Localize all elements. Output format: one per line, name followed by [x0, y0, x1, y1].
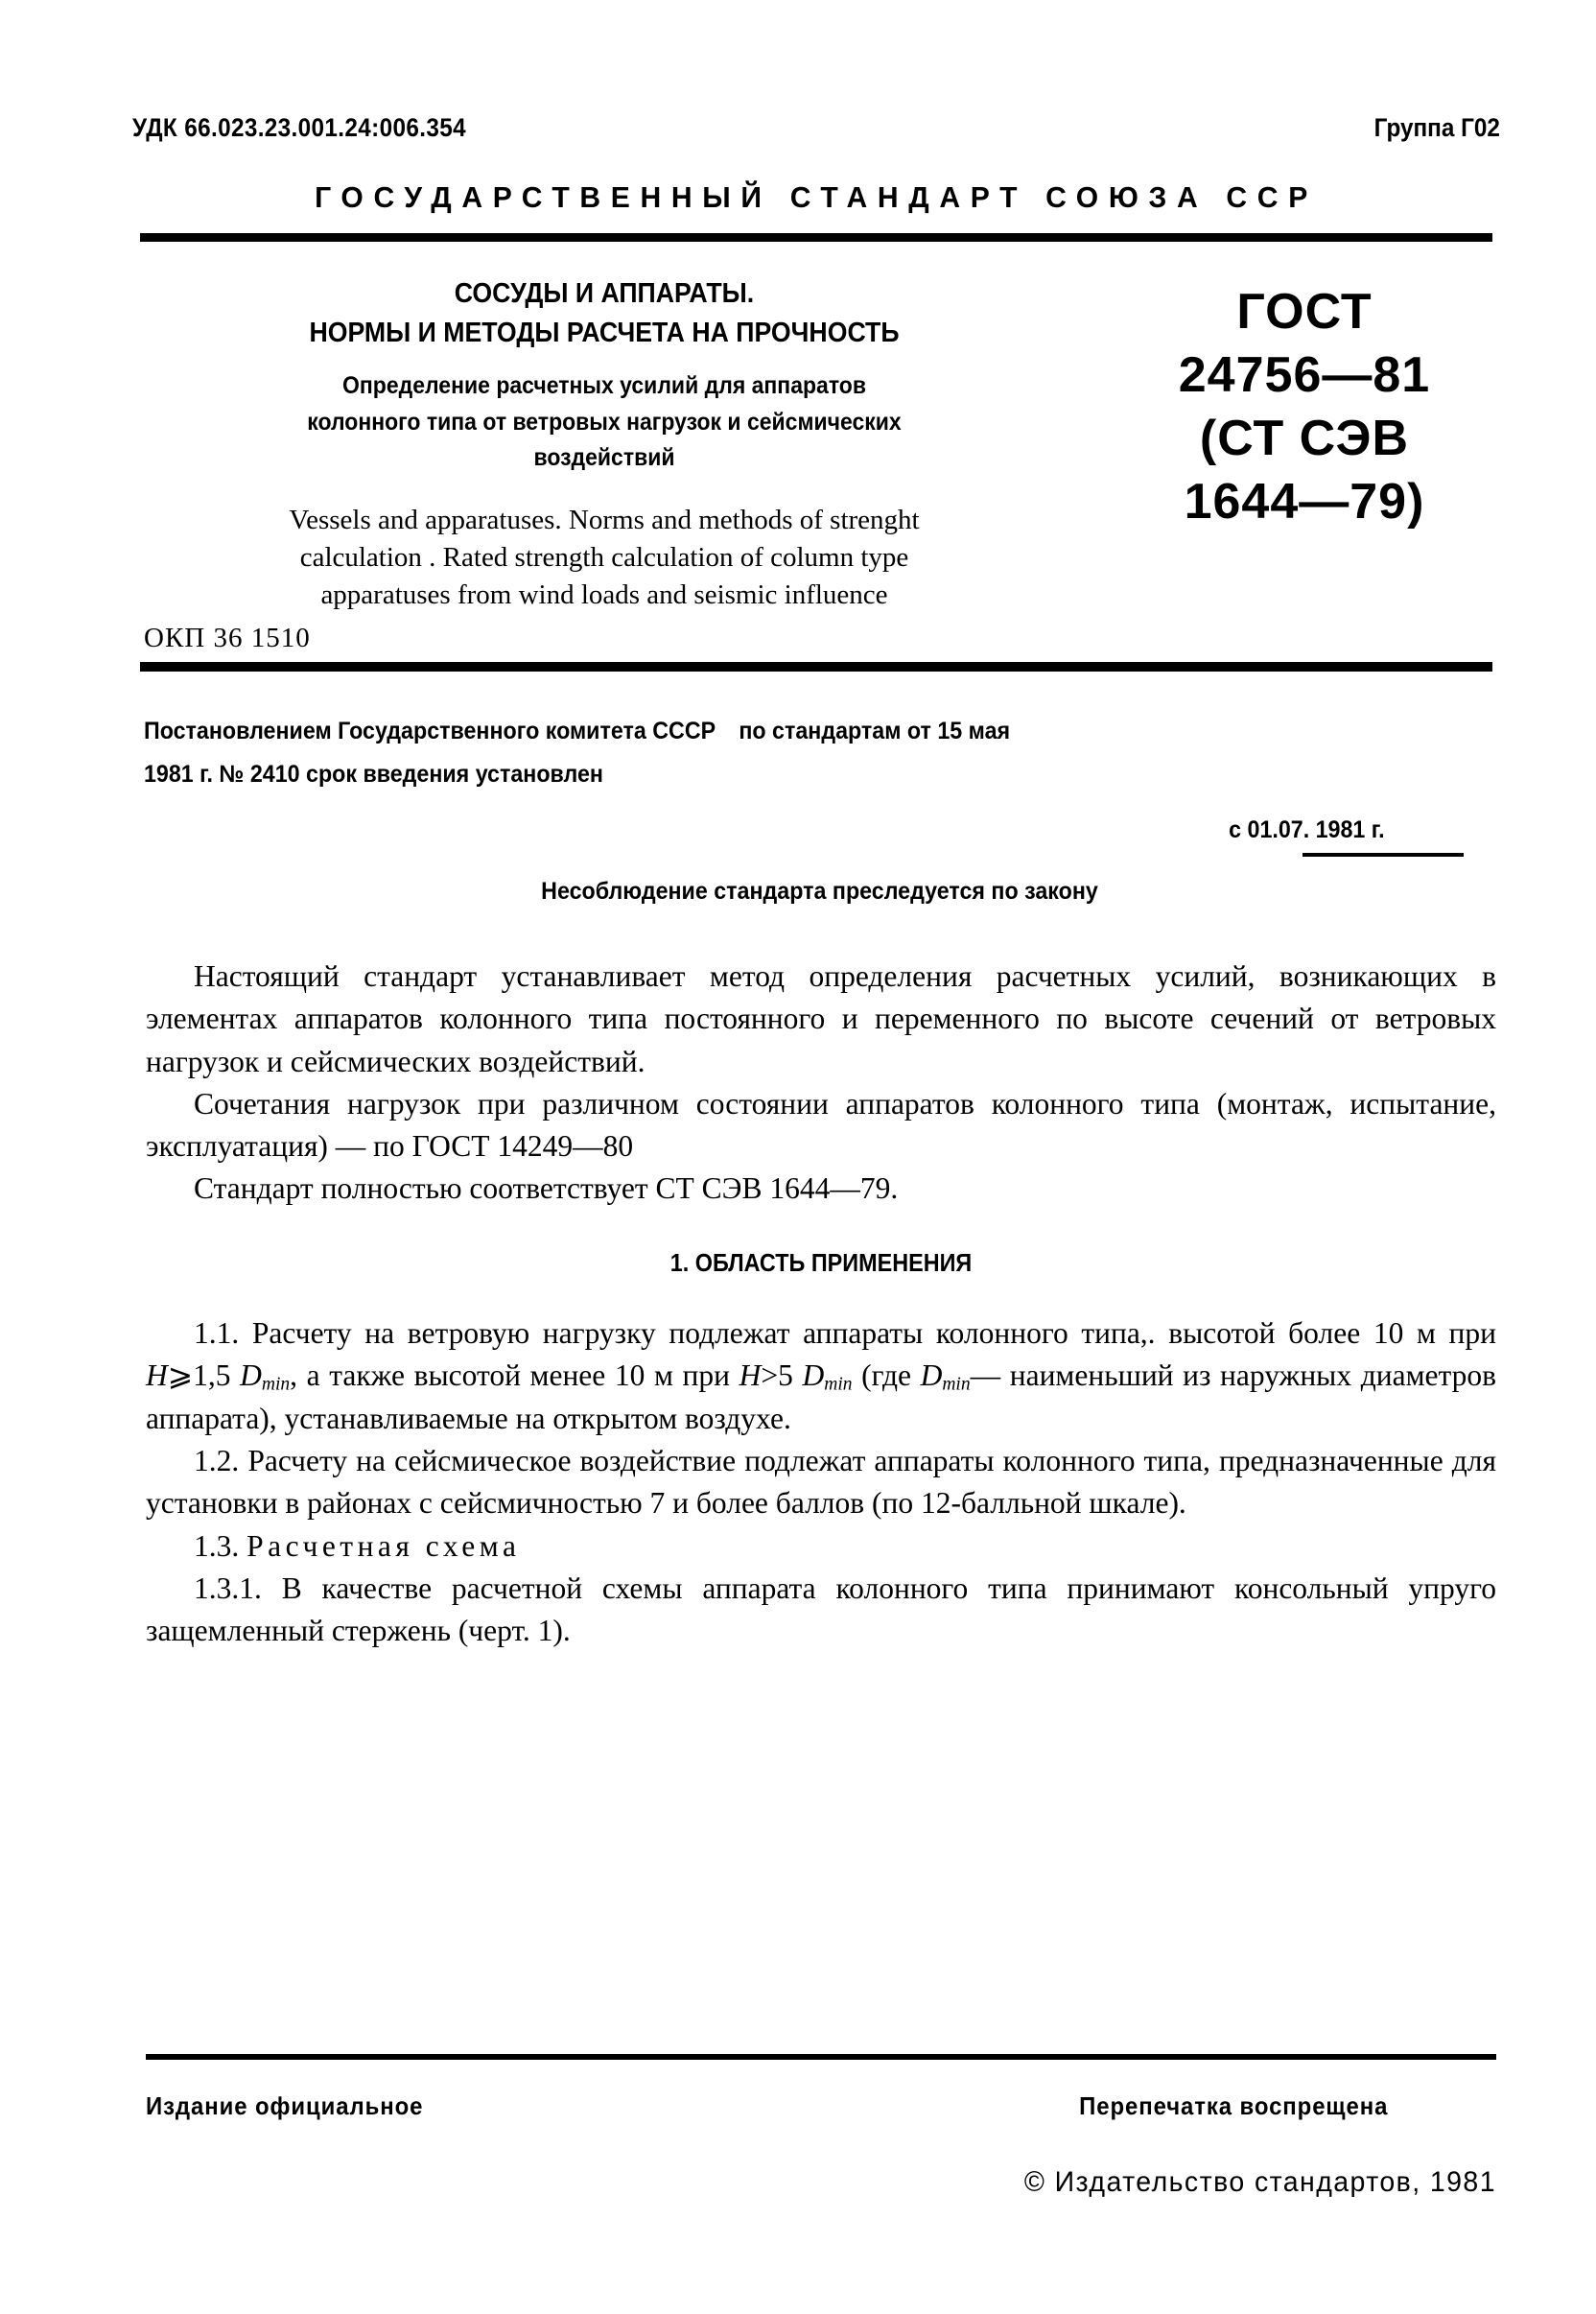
subscript-min-3: min	[942, 1374, 971, 1395]
st-sev-label: (СТ СЭВ	[1199, 411, 1410, 467]
paragraph-1-2: 1.2. Расчету на сейсмическое воздействие подлежат аппараты колонного типа, предназначенные для установки в районах с сейсмичностью 7 и более баллов (по 12-балльной шкале).	[146, 1444, 1496, 1521]
variable-D-2: D	[802, 1358, 825, 1393]
paragraph-intro-3: Стандарт полностью соответствует СТ СЭВ 1644—79.	[194, 1171, 899, 1206]
state-standard-banner: ГОСУДАРСТВЕННЫЙ СТАНДАРТ СОЮЗА ССР	[315, 180, 1318, 214]
decree-effective-date: с 01.07. 1981 г.	[1229, 816, 1385, 843]
variable-H-1: H	[146, 1358, 168, 1393]
udk-code: УДК 66.023.23.001.24:006.354	[132, 113, 466, 142]
english-line-2: calculation . Rated strength calculation of column type	[299, 541, 909, 573]
p11-text-d: 5	[778, 1358, 803, 1393]
okp-code: ОКП 36 1510	[144, 623, 311, 654]
paragraph-1-3	[146, 1525, 1496, 1568]
p11-text-b: 1,5	[193, 1358, 241, 1393]
header-rule	[140, 233, 1492, 242]
page-footer	[146, 2091, 1388, 2121]
title-english	[144, 502, 1065, 614]
p11-text-e: (где	[852, 1358, 921, 1393]
section-1-heading: 1. ОБЛАСТЬ ПРИМЕНЕНИЯ	[669, 1247, 973, 1277]
p11-text-a: 1.1. Расчету на ветровую нагрузку подлежат аппараты колонного типа,. высотой более 10 м при	[194, 1316, 1496, 1351]
official-edition-label: Издание официальное	[146, 2091, 424, 2120]
gost-number-year: 24756—81	[1178, 347, 1431, 404]
subtitle-line-3: воздействий	[533, 444, 675, 472]
operator-ge: ⩾	[167, 1358, 194, 1393]
reprint-prohibited-label: Перепечатка воспрещена	[1079, 2091, 1389, 2120]
footer-rule	[146, 2054, 1496, 2060]
operator-gt: >	[761, 1358, 779, 1393]
group-code: Группа Г02	[1373, 113, 1500, 142]
variable-D-3: D	[920, 1358, 943, 1393]
gost-number	[1113, 280, 1496, 533]
title-rule	[140, 662, 1492, 672]
title-block	[144, 274, 1065, 654]
p13-heading-text: Расчетная схема	[246, 1528, 521, 1563]
decree-line-1	[144, 710, 1400, 753]
variable-D-1: D	[240, 1358, 262, 1393]
variable-H-2: H	[739, 1358, 762, 1393]
title-line-2: НОРМЫ И МЕТОДЫ РАСЧЕТА НА ПРОЧНОСТЬ	[309, 318, 900, 349]
subscript-min-2: min	[824, 1374, 853, 1395]
subscript-min-1: min	[261, 1374, 291, 1395]
p13-number: 1.3.	[194, 1528, 247, 1563]
english-line-1: Vessels and apparatuses. Norms and methods of strenght	[289, 504, 920, 535]
p11-text-c: , а также высотой менее 10 м при	[290, 1358, 739, 1393]
subtitle-line-1: Определение расчетных усилий для аппаратов	[341, 372, 866, 400]
decree-line-1b: по стандартам от 15 мая	[739, 718, 1011, 744]
paragraph-intro-2: Сочетания нагрузок при различном состоянии аппаратов колонного типа (монтаж, испытание, эксплуатация) — по ГОСТ 14249—80	[146, 1086, 1496, 1163]
decree-line-2: 1981 г. № 2410 срок введения установлен	[144, 760, 603, 788]
st-sev-number: 1644—79)	[1184, 474, 1425, 531]
date-underline	[1303, 853, 1464, 857]
decree-block	[144, 710, 1400, 852]
p11-text-f: — наименьший из наружных диаметров аппарата), устанавливаемые на открытом воздухе.	[146, 1358, 1497, 1435]
subtitle-line-2: колонного типа от ветровых нагрузок и сейсмических	[307, 408, 902, 436]
title-line-1: СОСУДЫ И АППАРАТЫ.	[454, 278, 755, 309]
law-notice: Несоблюдение стандарта преследуется по закону	[541, 878, 1098, 905]
document-body	[146, 956, 1496, 1652]
paragraph-1-3-1: 1.3.1. В качестве расчетной схемы аппарата колонного типа принимают консольный упруго защемленный стержень (черт. 1).	[146, 1570, 1496, 1648]
paragraph-1-1	[146, 1312, 1496, 1440]
decree-line-1a: Постановлением Государственного комитета СССР	[144, 718, 716, 744]
title-main	[180, 274, 1027, 353]
english-line-3: apparatuses from wind loads and seismic influence	[320, 578, 888, 610]
page-header	[132, 113, 1500, 143]
title-subtitle	[180, 368, 1027, 477]
gost-label: ГОСТ	[1236, 284, 1373, 340]
copyright-line: © Издательство стандартов, 1981	[1023, 2166, 1496, 2198]
paragraph-intro-1: Настоящий стандарт устанавливает метод определения расчетных усилий, возникающих в элементах аппаратов колонного типа постоянного и переменного по высоте сечений от ветровых нагрузок и сейсмических воздействий.	[146, 959, 1496, 1078]
